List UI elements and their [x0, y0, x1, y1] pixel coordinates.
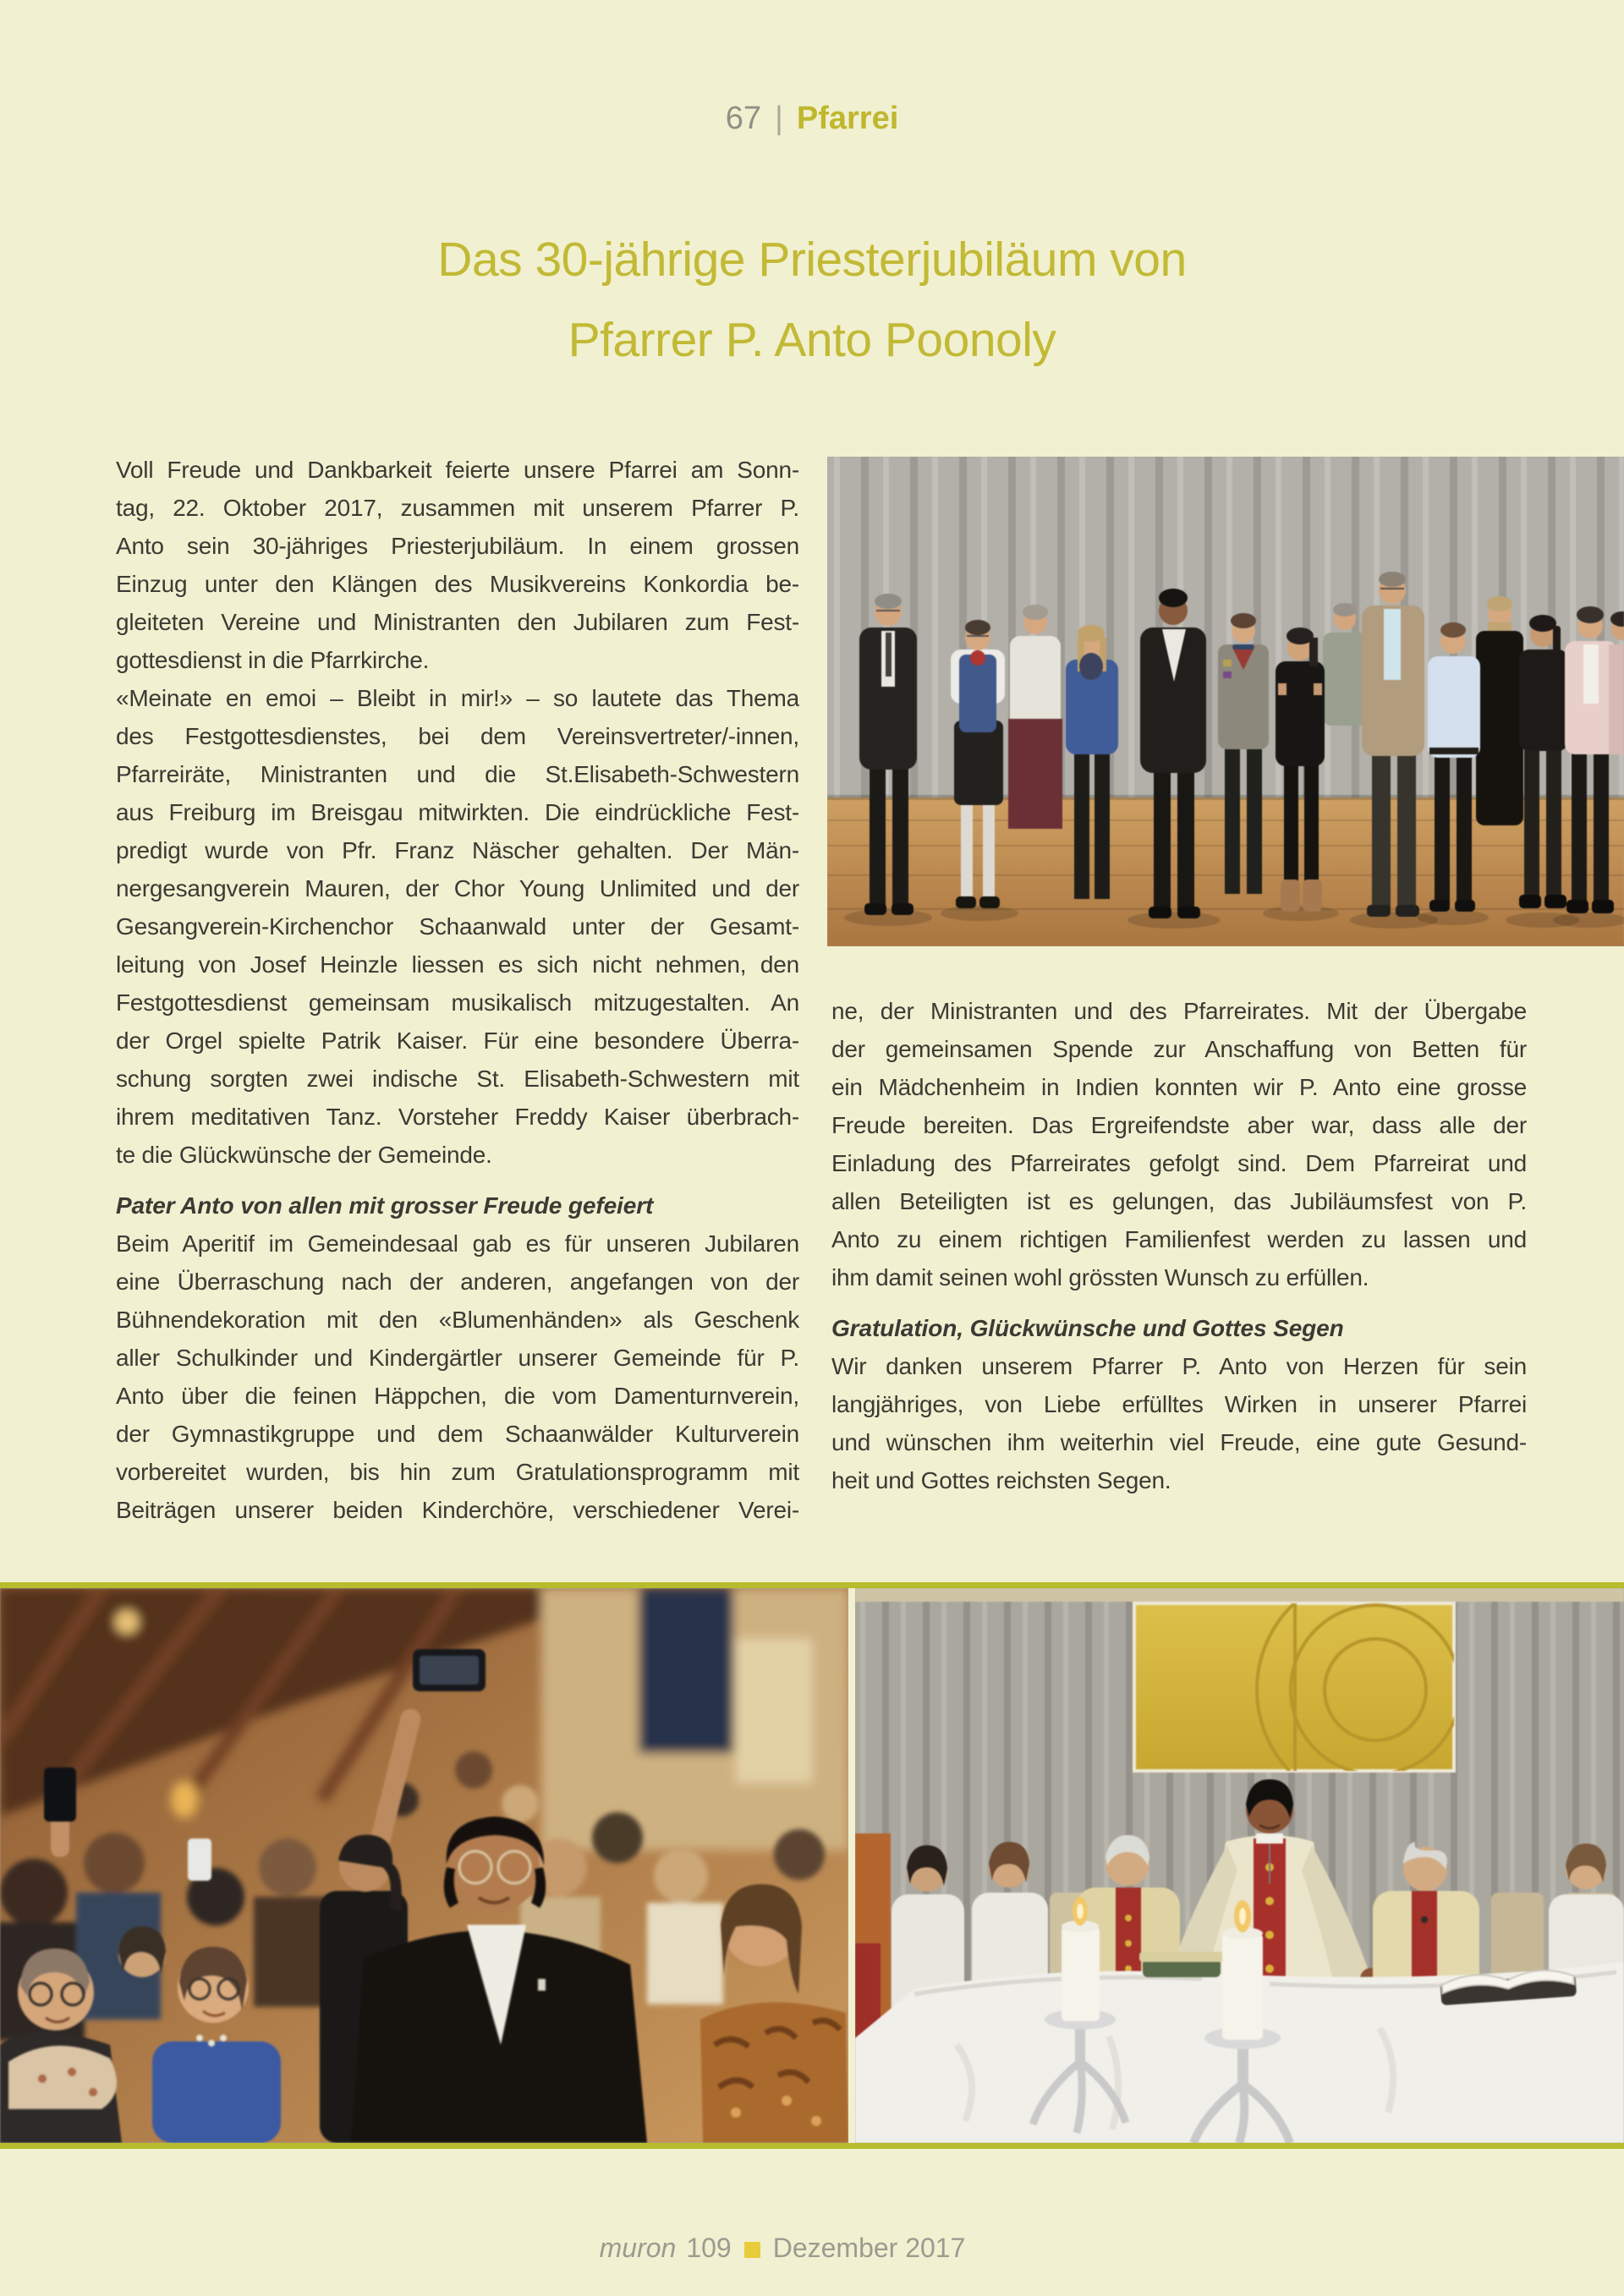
page-number: 67 [725, 101, 761, 136]
smartphone [188, 1838, 211, 1881]
section-subheading: Gratulation, Glückwünsche und Gottes Segen [831, 1315, 1344, 1341]
body-text-line: nergesangverein Mauren, der Chor Young Unlimited und der [116, 875, 799, 901]
body-text-line: ne, der Ministranten und des Pfarreirates. Mit der Übergabe [831, 998, 1527, 1024]
body-text-line: Anto zu einem richtigen Familienfest werden zu lassen und [831, 1226, 1527, 1252]
body-text-line: Pfarreiräte, Ministranten und die St.Elisabeth-Schwestern [116, 761, 799, 787]
reception-photo [0, 1588, 848, 2143]
body-text-line: te die Glückwünsche der Gemeinde. [116, 1142, 492, 1168]
body-text-line: eine Überraschung nach der anderen, angefangen von der [116, 1269, 799, 1295]
section-subheading: Pater Anto von allen mit grosser Freude gefeiert [116, 1192, 654, 1219]
article-title-line1: Das 30-jährige Priesterjubiläum von [437, 233, 1187, 287]
body-text-line: Beim Aperitif im Gemeindesaal gab es für unseren Jubilaren [116, 1230, 799, 1257]
body-text-line: der Orgel spielte Patrik Kaiser. Für eine besondere Überra- [116, 1027, 799, 1054]
body-text-line: «Meinate en emoi – Bleibt in mir!» – so lautete das Thema [116, 685, 799, 711]
body-text-line: Freude bereiten. Das Ergreifendste aber war, dass alle der [831, 1112, 1527, 1138]
body-text-line: langjähriges, von Liebe erfülltes Wirken in unserer Pfarrei [831, 1391, 1527, 1417]
article-column-left [116, 451, 799, 1529]
body-text-line: tag, 22. Oktober 2017, zusammen mit unserem Pfarrer P. [116, 495, 799, 521]
body-text-line: aus Freiburg im Breisgau mitwirkten. Die eindrückliche Fest- [116, 799, 799, 825]
body-text-line: des Festgottesdienstes, bei dem Vereinsvertreter/-innen, [116, 723, 799, 749]
mass-photo-illustration [855, 1588, 1624, 2143]
article-title-line2: Pfarrer P. Anto Poonoly [568, 313, 1056, 367]
divider-rule-bottom [0, 2143, 1624, 2149]
body-text-line: ihm damit seinen wohl grössten Wunsch zu erfüllen. [831, 1264, 1369, 1290]
page-header [0, 98, 1624, 139]
body-text-line: Anto über die feinen Häppchen, die vom Damenturnverein, [116, 1383, 799, 1409]
body-text-line: predigt wurde von Pfr. Franz Näscher gehalten. Der Män- [116, 837, 799, 863]
body-text-line: ihrem meditativen Tanz. Vorsteher Freddy Kaiser überbrach- [116, 1104, 799, 1130]
body-text-line: Einzug unter den Klängen des Musikvereins Konkordia be- [116, 571, 799, 597]
body-text-line: gleiteten Vereine und Ministranten den Jubilaren zum Fest- [116, 609, 799, 635]
section-label: Pfarrei [796, 101, 899, 136]
divider-rule-top [0, 1582, 1624, 1588]
body-text-line: schung sorgten zwei indische St. Elisabeth-Schwestern mit [116, 1066, 799, 1092]
issue-date: Dezember 2017 [772, 2233, 966, 2263]
body-text-line: vorbereitet wurden, bis hin zum Gratulationsprogramm mit [116, 1459, 799, 1485]
smartphone [44, 1767, 76, 1822]
body-text-line: leitung von Josef Heinzle liessen es sich nicht nehmen, den [116, 951, 799, 978]
body-text-line: Wir danken unserem Pfarrer P. Anto von Herzen für sein [831, 1353, 1527, 1379]
body-text-line: Voll Freude und Dankbarkeit feierte unsere Pfarrei am Sonn- [116, 457, 799, 483]
page-footer [0, 2230, 1565, 2266]
reception-photo-illustration [0, 1588, 848, 2143]
body-text-line: Einladung des Pfarreirates gefolgt sind. Dem Pfarreirat und [831, 1150, 1527, 1176]
footer-square-icon [744, 2242, 760, 2258]
mass-photo [855, 1588, 1624, 2143]
body-text-line: aller Schulkinder und Kindergärtler unserer Gemeinde für P. [116, 1345, 799, 1371]
body-text-line: gottesdienst in die Pfarrkirche. [116, 647, 430, 673]
body-text-line: heit und Gottes reichsten Segen. [831, 1467, 1171, 1493]
body-text-line: allen Beteiligten ist es gelungen, das Jubiläumsfest von P. [831, 1188, 1527, 1214]
article-column-right [831, 992, 1527, 1499]
body-text-line: Beiträgen unserer beiden Kinderchöre, verschiedener Verei- [116, 1497, 799, 1523]
body-text-line: Festgottesdienst gemeinsam musikalisch mitzugestalten. An [116, 989, 799, 1016]
issue-number: 109 [686, 2233, 732, 2263]
group-photo-illustration [827, 457, 1624, 946]
header-divider: | [775, 101, 783, 136]
body-text-line: der Gymnastikgruppe und dem Schaanwälder Kulturverein [116, 1421, 799, 1447]
person [1008, 605, 1062, 829]
body-text-line: Gesangverein-Kirchenchor Schaanwald unter der Gesamt- [116, 913, 799, 940]
article-title [0, 220, 1624, 381]
body-text-line: Anto sein 30-jähriges Priesterjubiläum. In einem grossen [116, 533, 799, 559]
magazine-name: muron [599, 2233, 677, 2263]
body-text-line: und wünschen ihm weiterhin viel Freude, eine gute Gesund- [831, 1429, 1527, 1455]
body-text-line: der gemeinsamen Spende zur Anschaffung von Betten für [831, 1036, 1527, 1062]
body-text-line: ein Mädchenheim in Indien konnten wir P. Anto eine grosse [831, 1074, 1527, 1100]
body-text-line: Bühnendekoration mit den «Blumenhänden» als Geschenk [116, 1307, 799, 1333]
group-photo [827, 457, 1624, 946]
